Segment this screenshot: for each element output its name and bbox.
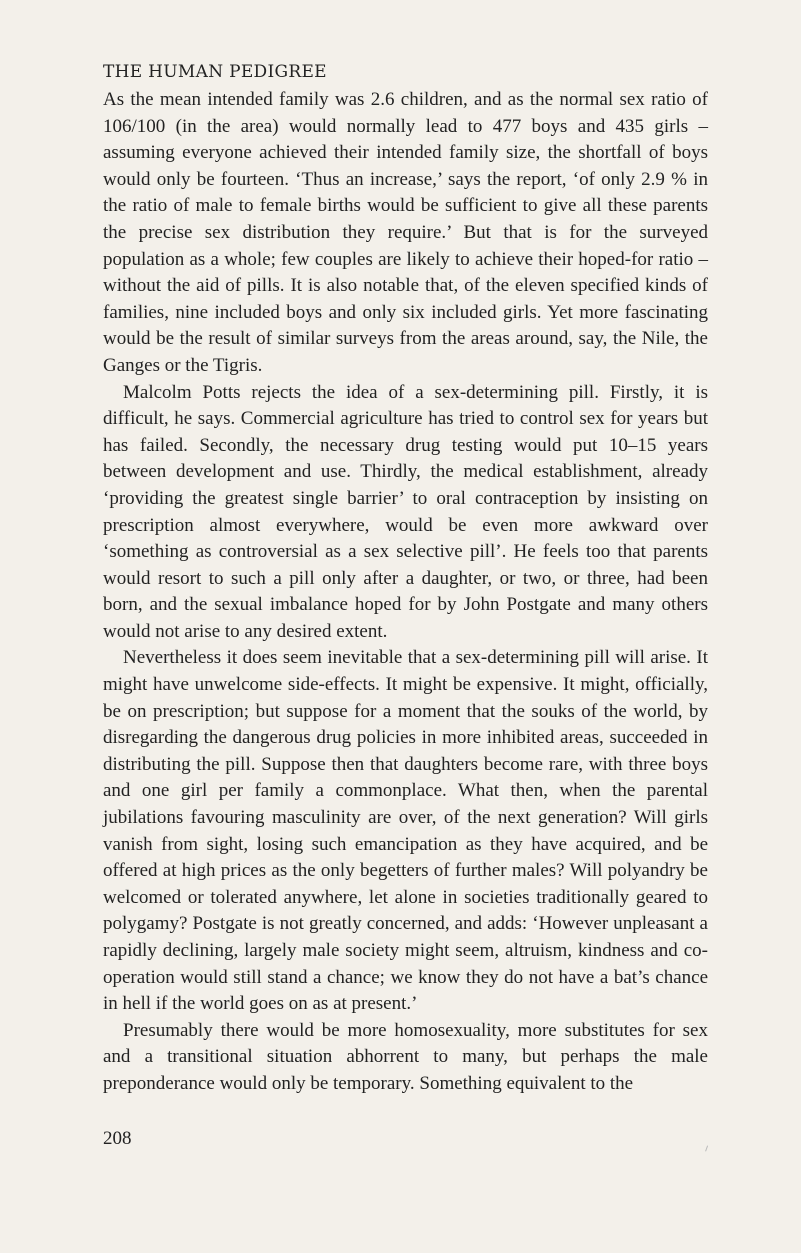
body-text (103, 87, 708, 1098)
page-number: 208 (103, 1128, 132, 1149)
running-head: THE HUMAN PEDIGREE (103, 62, 327, 82)
paragraph-2: Malcolm Potts rejects the idea of a sex-determining pill. Firstly, it is difficult, he says. Commercial agriculture has tried to control sex for years but has failed. Secondly, the necessary drug testing would put 10–15 years between development and use. Thirdly, the medical establishment, already ‘providing the greatest single barrier’ to oral contraception by insisting on prescription almost everywhere, would be even more awkward over ‘something as controversial as a sex selective pill’. He feels too that parents would resort to such a pill only after a daughter, or two, or three, had been born, and the sexual imbalance hoped for by John Postgate and many others would not arise to any desired extent. (103, 381, 708, 642)
paragraph-4: Presumably there would be more homosexuality, more substitutes for sex and a transitional situation abhorrent to many, but perhaps the male preponderance would only be temporary. Something equivalent to the (103, 1019, 708, 1094)
paper-speck (705, 1145, 711, 1152)
paragraph-1: As the mean intended family was 2.6 children, and as the normal sex ratio of 106/100 (in the area) would normally lead to 477 boys and 435 girls – assuming everyone achieved their intended family size, the shortfall of boys would only be fourteen. ‘Thus an increase,’ says the report, ‘of only 2.9 % in the ratio of male to female births would be sufficient to give all these parents the precise sex distribution they require.’ But that is for the surveyed population as a whole; few couples are likely to achieve their hoped-for ratio – without the aid of pills. It is also notable that, of the eleven specified kinds of families, nine included boys and only six included girls. Yet more fascinating would be the result of similar surveys from the areas around, say, the Nile, the Ganges or the Tigris. (103, 89, 708, 376)
paragraph-3: Nevertheless it does seem inevitable that a sex-determining pill will arise. It might have unwelcome side-effects. It might be expensive. It might, officially, be on prescription; but suppose for a moment that the souks of the world, by disregarding the dangerous drug policies in more inhibited areas, succeeded in distributing the pill. Suppose then that daughters become rare, with three boys and one girl per family a commonplace. What then, when the parental jubilations favouring masculinity are over, of the next generation? Will girls vanish from sight, losing such emancipation as they have acquired, and be offered at high prices as the only begetters of further males? Will polyandry be welcomed or tolerated anywhere, let alone in societies traditionally geared to polygamy? Postgate is not greatly concerned, and adds: ‘However unpleasant a rapidly declining, largely male society might seem, altruism, kindness and co-operation would still stand a chance; we know they do not have a bat’s chance in hell if the world goes on as at present.’ (103, 647, 708, 1015)
